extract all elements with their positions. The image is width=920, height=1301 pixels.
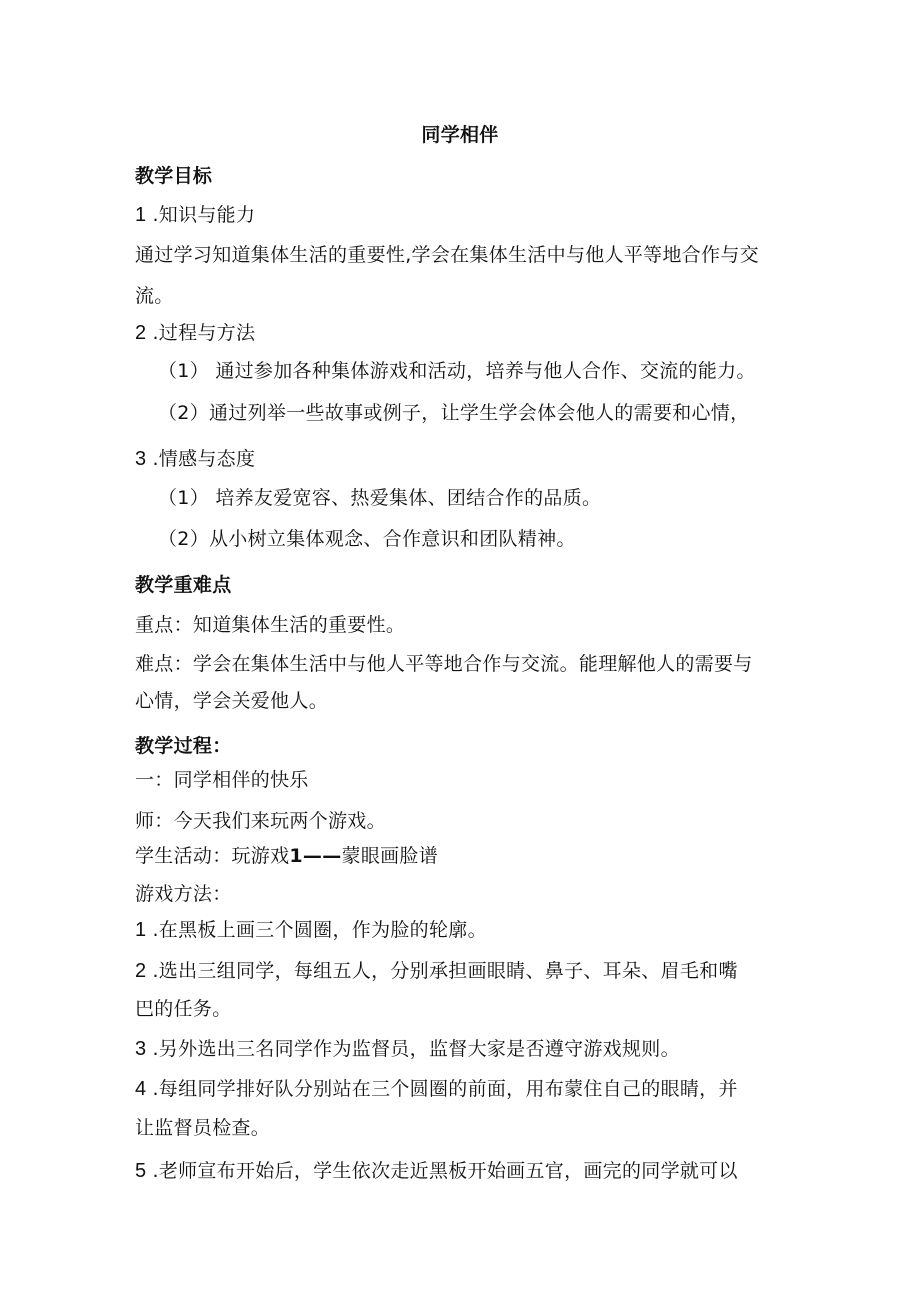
goal1-title bbox=[135, 202, 255, 228]
activity-prefix: 学生活动：玩游戏 bbox=[135, 845, 290, 867]
step2-text: .选出三组同学，每组五人，分别承担画眼睛、鼻子、耳朵、眉毛和嘴 bbox=[152, 960, 738, 982]
goal1-text-line1: 通过学习知道集体生活的重要性,学会在集体生活中与他人平等地合作与交 bbox=[135, 244, 759, 266]
step2-line1 bbox=[135, 958, 738, 984]
activity-number: 1—— bbox=[289, 845, 342, 867]
step3 bbox=[135, 1036, 680, 1062]
step1-number: 1 bbox=[135, 919, 147, 941]
goal3-item1: （1） 培养友爱宽容、热爱集体、团结合作的品质。 bbox=[158, 487, 602, 509]
goal1-number: 1 bbox=[135, 204, 147, 226]
step4-line2: 让监督员检查。 bbox=[135, 1117, 271, 1139]
goal3-title bbox=[135, 446, 255, 472]
step2-line2: 巴的任务。 bbox=[135, 998, 232, 1020]
step4-text: .每组同学排好队分别站在三个圆圈的前面，用布蒙住自己的眼睛，并 bbox=[152, 1078, 738, 1100]
goals-heading: 教学目标 bbox=[135, 165, 213, 187]
goal3-number: 3 bbox=[135, 448, 147, 470]
step3-number: 3 bbox=[135, 1038, 147, 1060]
difficulty-line2: 心情，学会关爱他人。 bbox=[135, 690, 329, 712]
method-label: 游戏方法： bbox=[135, 883, 232, 905]
step5-number: 5 bbox=[135, 1160, 147, 1182]
key-point: 重点：知道集体生活的重要性。 bbox=[135, 614, 406, 636]
goal2-item1: （1） 通过参加各种集体游戏和活动，培养与他人合作、交流的能力。 bbox=[158, 360, 756, 382]
part1-title: 一：同学相伴的快乐 bbox=[135, 769, 309, 791]
key-points-heading: 教学重难点 bbox=[135, 574, 232, 596]
step4-line1 bbox=[135, 1076, 738, 1102]
goal3-title-text: .情感与态度 bbox=[152, 448, 256, 470]
document-title: 同学相伴 bbox=[421, 124, 499, 146]
goal2-title bbox=[135, 320, 255, 346]
step1-text: .在黑板上画三个圆圈，作为脸的轮廓。 bbox=[152, 919, 487, 941]
student-activity bbox=[135, 843, 438, 869]
goal2-item2: （2）通过列举一些故事或例子，让学生学会体会他人的需要和心情， bbox=[158, 402, 750, 424]
goal2-number: 2 bbox=[135, 322, 147, 344]
process-heading: 教学过程： bbox=[135, 735, 232, 757]
step5 bbox=[135, 1158, 738, 1184]
goal1-text-line2: 流。 bbox=[135, 285, 174, 307]
step2-number: 2 bbox=[135, 960, 147, 982]
step4-number: 4 bbox=[135, 1078, 147, 1100]
activity-name: 蒙眼画脸谱 bbox=[341, 845, 439, 867]
goal1-title-text: .知识与能力 bbox=[152, 204, 256, 226]
teacher-line: 师：今天我们来玩两个游戏。 bbox=[135, 810, 386, 832]
goal2-title-text: .过程与方法 bbox=[152, 322, 256, 344]
goal3-item2: （2）从小树立集体观念、合作意识和团队精神。 bbox=[158, 528, 576, 550]
step3-text: .另外选出三名同学作为监督员，监督大家是否遵守游戏规则。 bbox=[152, 1038, 680, 1060]
difficulty-line1: 难点：学会在集体生活中与他人平等地合作与交流。能理解他人的需要与 bbox=[135, 653, 753, 675]
step5-text: .老师宣布开始后，学生依次走近黑板开始画五官，画完的同学就可以 bbox=[152, 1160, 738, 1182]
step1 bbox=[135, 917, 487, 943]
